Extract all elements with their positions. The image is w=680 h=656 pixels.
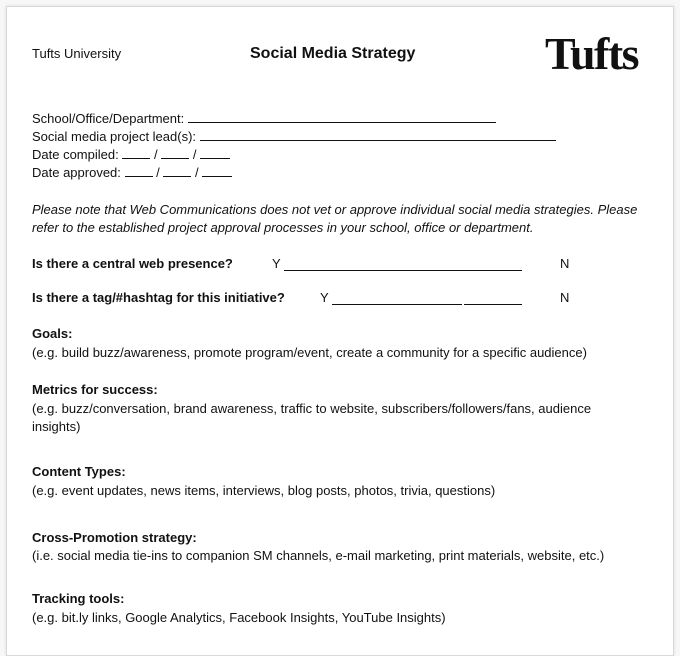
goals-heading: Goals: <box>32 326 73 341</box>
date-compiled-field <box>32 146 230 164</box>
date-approved-year[interactable] <box>202 164 232 177</box>
document-page <box>6 6 674 656</box>
leads-blank[interactable] <box>200 128 556 141</box>
tracking-tools-description: (e.g. bit.ly links, Google Analytics, Facebook Insights, YouTube Insights) <box>32 610 446 625</box>
tracking-tools-heading: Tracking tools: <box>32 591 125 606</box>
date-compiled-label: Date compiled: <box>32 147 119 162</box>
content-types-description: (e.g. event updates, news items, interviews, blog posts, photos, trivia, questions) <box>32 483 496 498</box>
q2-answer-blank-2[interactable] <box>464 290 522 305</box>
school-blank[interactable] <box>188 110 496 123</box>
q1-yes-label: Y <box>272 256 281 271</box>
university-name: Tufts University <box>32 46 122 61</box>
date-compiled-month[interactable] <box>122 146 150 159</box>
date-separator: / <box>156 165 160 180</box>
date-separator: / <box>195 165 199 180</box>
q2-yes-label: Y <box>320 290 329 305</box>
date-approved-field <box>32 164 232 182</box>
school-field <box>32 110 496 128</box>
metrics-description: (e.g. buzz/conversation, brand awareness, traffic to website, subscribers/followers/fans, audience insights) <box>32 401 592 434</box>
question-web-presence: Is there a central web presence? <box>32 256 233 271</box>
date-approved-label: Date approved: <box>32 165 121 180</box>
tufts-logo: Tufts <box>545 28 639 79</box>
q2-answer-blank-1[interactable] <box>332 290 462 305</box>
school-label: School/Office/Department: <box>32 111 185 126</box>
metrics-heading: Metrics for success: <box>32 382 158 397</box>
question-hashtag: Is there a tag/#hashtag for this initiative? <box>32 290 285 305</box>
cross-promotion-heading: Cross-Promotion strategy: <box>32 530 197 545</box>
date-separator: / <box>192 147 197 162</box>
q2-no-label: N <box>560 290 570 305</box>
document-title: Social Media Strategy <box>250 45 416 62</box>
leads-label: Social media project lead(s): <box>32 129 197 144</box>
approval-note: Please note that Web Communications does not vet or approve individual social media strategies. Please refer to the established project approval processes in your school, office or department. <box>32 202 638 235</box>
cross-promotion-description: (i.e. social media tie-ins to companion SM channels, e-mail marketing, print materials, website, etc.) <box>32 548 605 563</box>
date-compiled-year[interactable] <box>200 146 230 159</box>
content-types-heading: Content Types: <box>32 464 126 479</box>
goals-description: (e.g. build buzz/awareness, promote program/event, create a community for a specific audience) <box>32 345 587 360</box>
q1-no-label: N <box>560 256 570 271</box>
leads-field <box>32 128 556 146</box>
date-compiled-day[interactable] <box>161 146 189 159</box>
date-approved-month[interactable] <box>125 164 153 177</box>
date-approved-day[interactable] <box>163 164 191 177</box>
q1-answer-blank[interactable] <box>284 256 522 271</box>
date-separator: / <box>153 147 158 162</box>
